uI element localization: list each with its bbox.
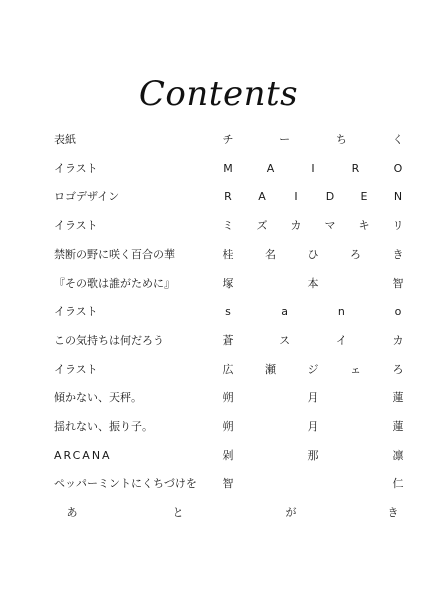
- author-character: 朔: [222, 420, 234, 433]
- author-character: R: [224, 190, 232, 204]
- author-character: 凛: [392, 448, 404, 462]
- author-character: が: [285, 506, 297, 520]
- toc-row: [0, 187, 437, 207]
- author-character: E: [360, 190, 368, 204]
- author-character: a: [281, 305, 289, 319]
- toc-row: [0, 503, 437, 523]
- author-character: 月: [307, 391, 319, 405]
- toc-entry-title: 『その歌は誰がために』: [54, 276, 175, 290]
- author-character: 月: [307, 420, 319, 433]
- toc-entry-title: この気持ちは何だろう: [54, 333, 164, 347]
- toc-entry-author: [210, 474, 404, 494]
- toc-entry-author: [210, 159, 403, 179]
- author-character: 仁: [392, 477, 404, 491]
- author-character: ス: [279, 333, 291, 347]
- author-character: 剁: [222, 448, 234, 462]
- toc-entry-author: [210, 274, 404, 294]
- author-character: チ: [222, 133, 234, 146]
- toc-entry-author: [210, 130, 404, 150]
- author-character: A: [258, 190, 266, 204]
- author-character: 蓮: [392, 420, 404, 433]
- toc-entry-author: [66, 503, 399, 523]
- author-character: 塚: [222, 276, 234, 290]
- author-character: ズ: [256, 219, 268, 233]
- author-character: 智: [392, 276, 404, 290]
- author-character: ー: [279, 133, 291, 146]
- toc-row: [0, 216, 437, 236]
- toc-row: [0, 130, 437, 150]
- toc-entry-author: [210, 446, 404, 466]
- toc-row: [0, 474, 437, 494]
- author-character: 本: [307, 276, 319, 290]
- author-character: ろ: [350, 247, 361, 261]
- author-character: ひ: [307, 247, 319, 261]
- toc-entry-title: イラスト: [54, 362, 98, 376]
- author-character: 蓮: [392, 391, 404, 405]
- author-character: O: [393, 161, 403, 175]
- toc-row: [0, 274, 437, 294]
- author-character: D: [325, 190, 335, 204]
- author-character: 朔: [222, 391, 234, 405]
- toc-row: [0, 446, 437, 466]
- author-character: R: [351, 161, 360, 175]
- toc-entry-title: ARCANA: [54, 448, 112, 462]
- toc-entry-author: [210, 360, 404, 380]
- author-character: イ: [335, 333, 347, 347]
- author-character: あ: [66, 506, 78, 520]
- author-character: ろ: [392, 362, 404, 376]
- page-title: Contents: [138, 74, 299, 114]
- author-character: 那: [307, 448, 319, 462]
- author-character: マ: [324, 219, 336, 233]
- author-character: ェ: [350, 362, 361, 376]
- toc-row: [0, 331, 437, 351]
- toc-entry-author: [210, 216, 404, 236]
- author-character: 名: [265, 247, 276, 261]
- author-character: N: [393, 190, 403, 204]
- toc-row: [0, 245, 437, 265]
- author-character: 広: [222, 362, 234, 376]
- toc-entry-title: 表紙: [54, 133, 76, 146]
- author-character: A: [266, 161, 275, 175]
- toc-entry-author: [210, 388, 404, 408]
- author-character: o: [394, 305, 402, 319]
- author-character: キ: [358, 219, 370, 233]
- toc-row: [0, 159, 437, 179]
- author-character: 蒼: [222, 333, 234, 347]
- toc-entry-author: [210, 417, 404, 437]
- toc-entry-title: 傾かない、天秤。: [54, 391, 142, 405]
- toc-entry-title: イラスト: [54, 161, 98, 175]
- author-character: く: [392, 133, 404, 146]
- author-character: カ: [290, 219, 302, 233]
- author-character: n: [337, 305, 345, 319]
- author-character: 桂: [222, 247, 234, 261]
- toc-entry-title: イラスト: [54, 219, 98, 233]
- author-character: I: [294, 190, 298, 204]
- toc-entry-title: ペッパーミントにくちづけを: [54, 477, 197, 491]
- author-character: M: [223, 161, 233, 175]
- toc-entry-title: 禁断の野に咲く百合の華: [54, 247, 175, 261]
- author-character: き: [392, 247, 404, 261]
- author-character: 瀬: [265, 362, 276, 376]
- toc-entry-author: [210, 187, 403, 207]
- author-character: I: [311, 161, 315, 175]
- toc-row: [0, 417, 437, 437]
- toc-row: [0, 360, 437, 380]
- author-character: リ: [392, 219, 404, 233]
- toc-entry-author: [210, 302, 402, 322]
- toc-entry-author: [210, 331, 404, 351]
- author-character: s: [225, 305, 231, 319]
- author-character: カ: [392, 333, 404, 347]
- author-character: 智: [222, 477, 234, 491]
- toc-entry-title: 揺れない、振り子。: [54, 420, 153, 433]
- toc-entry-title: ロゴデザイン: [54, 190, 120, 204]
- toc-row: [0, 302, 437, 322]
- author-character: き: [387, 506, 399, 520]
- author-character: と: [172, 506, 184, 520]
- toc-entry-author: [210, 245, 404, 265]
- author-character: ち: [335, 133, 347, 146]
- toc-row: [0, 388, 437, 408]
- toc-entry-title: イラスト: [54, 305, 98, 319]
- author-character: ジ: [307, 362, 319, 376]
- author-character: ミ: [222, 219, 234, 233]
